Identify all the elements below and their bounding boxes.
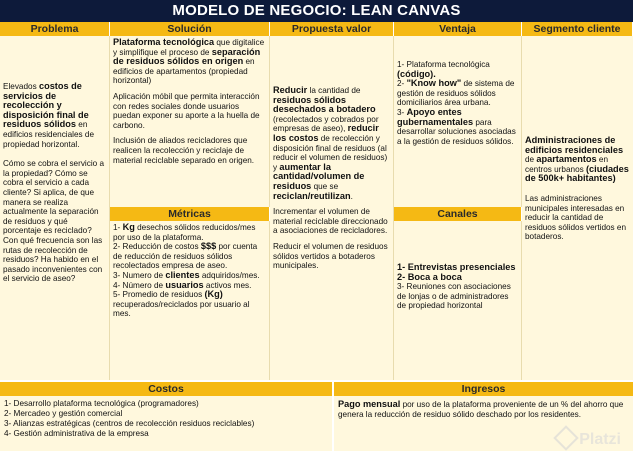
canales-boca-a-boca: 2- Boca a boca xyxy=(397,271,462,282)
header-ventaja: Ventaja xyxy=(394,22,522,36)
header-costos: Costos xyxy=(0,382,332,396)
costos-item: 3- Alianzas estratégicas (centros de recolección residuos reciclables) xyxy=(4,419,255,428)
ventaja-cell: 1- Plataforma tecnológica (código). 2- "Know how" de sistema de gestión de residuos sólidos domiciliarios área urbana. 3- Apoyo entes gubernamentales para desarrollar soluciones asociadas a la gestión de residuos sólidos. xyxy=(394,36,522,207)
watermark: Platzi xyxy=(579,431,621,448)
costos-item: 1- Desarrollo plataforma tecnológica (programadores) xyxy=(4,399,199,408)
metricas-cell: 1- Kg desechos sólidos reducidos/mes por uso de la plataforma. 2- Reducción de costos $$$ por cuenta de reducción de residuos sólidos recolectados empresa de aseo. 3- Numero de clientes adquiridos/mes. 4- Número de usuarios activos mes. 5- Promedio de residuos (Kg) recuperados/reciclados por usuario al mes. xyxy=(110,221,270,380)
solucion-aliados: Inclusión de aliados recicladores que realicen la recolección y reciclaje de material reciclable separado en origen. xyxy=(113,136,255,165)
canales-entrevistas: 1- Entrevistas presenciales xyxy=(397,262,516,272)
header-solucion: Solución xyxy=(110,22,270,36)
header-segmento: Segmento cliente xyxy=(522,22,633,36)
header-problema: Problema xyxy=(0,22,110,36)
solucion-app: Aplicación móbil que permita interacción con redes sociales donde usuarios puedan exponer su aporte a la huella de carbono. xyxy=(113,91,260,130)
problema-cell: Elevados costos de servicios de recolección y disposición final de residuos sólidos en edificios residenciales de propiedad horizontal. Cómo se cobra el servicio a la propiedad? Cómo se cobra el servicio a cada cliente? Si aplica, de que manera se realiza actualmente la separación de residuos y qué porcentaje es reciclado? Con qué frecuencia son las rutas de recolección de residuos? Ha habido en el pasado inconvenientes con el servicio de aseo? xyxy=(0,36,110,380)
canales-reuniones: 3- Reuniones con asociaciones de lonjas o de administradores de propiedad horizontal xyxy=(397,282,511,311)
problema-questions: Cómo se cobra el servicio a la propiedad? Cómo se cobra el servicio a cada cliente? Si aplica, de que manera se realiza actualmente la separación de residuos y qué porcentaje es reciclado? Con qué frecuencia son las rutas de recolección de residuos? Ha habido en el pasado inconvenientes con el servicio de aseo? xyxy=(3,159,105,284)
propuesta-incrementar: Incrementar el volumen de material reciclable direccionado a asociaciones de recicladores. xyxy=(273,207,388,236)
propuesta-cell: Reducir la cantidad de residuos sólidos desechados a botadero (recolectados y cobrados por empresas de aseo), reducir los costos de recolección y disposición final de residuos (al reducir el volumen de residuos) y aumentar la cantidad/volumen de residuos que se reciclan/reutilizan. Incrementar el volumen de material reciclable direccionado a asociaciones de recicladores. Reducir el volumen de residuos sólidos vertidos a botaderos municipales. xyxy=(270,36,394,380)
header-metricas: Métricas xyxy=(110,207,270,221)
propuesta-reducir-volumen: Reducir el volumen de residuos sólidos vertidos a botaderos municipales. xyxy=(273,241,388,271)
problema-highlight: costos de servicios de recolección y disposición final de residuos sólidos xyxy=(3,81,89,130)
header-ingresos: Ingresos xyxy=(334,382,633,396)
segmento-cell: Administraciones de edificios residenciales de apartamentos en centros urbanos (ciudades de 500k+ habitantes) Las administraciones municipales interesadas en reducir la cantidad de residuos sólidos vertidos en botaderos. xyxy=(522,36,633,380)
header-propuesta: Propuesta valor xyxy=(270,22,394,36)
costos-item: 2- Mercadeo y gestión comercial xyxy=(4,409,123,418)
costos-item: 4- Gestión administrativa de la empresa xyxy=(4,429,149,438)
solucion-cell: Plataforma tecnológica que digitalice y simplifique el proceso de separación de residuos sólidos en origen en edificios de apartamentos (propiedad horizontal) Aplicación móbil que permita interacción con redes sociales donde usuarios puedan exponer su aporte a la huella de carbono. Inclusión de aliados recicladores que realicen la recolección y reciclaje de material reciclable separado en origen. xyxy=(110,36,270,207)
header-canales: Canales xyxy=(394,207,522,221)
costos-cell xyxy=(0,396,332,451)
ingresos-cell: Pago mensual por uso de la plataforma proveniente de un % del ahorro que genera la reducción de residuo sólido deschado por los residentes. xyxy=(334,396,633,451)
canales-cell xyxy=(394,221,522,380)
canvas-title: MODELO DE NEGOCIO: LEAN CANVAS xyxy=(0,0,633,22)
segmento-municipales: Las administraciones municipales interesadas en reducir la cantidad de residuos sólidos vertidos en botaderos. xyxy=(525,193,627,242)
